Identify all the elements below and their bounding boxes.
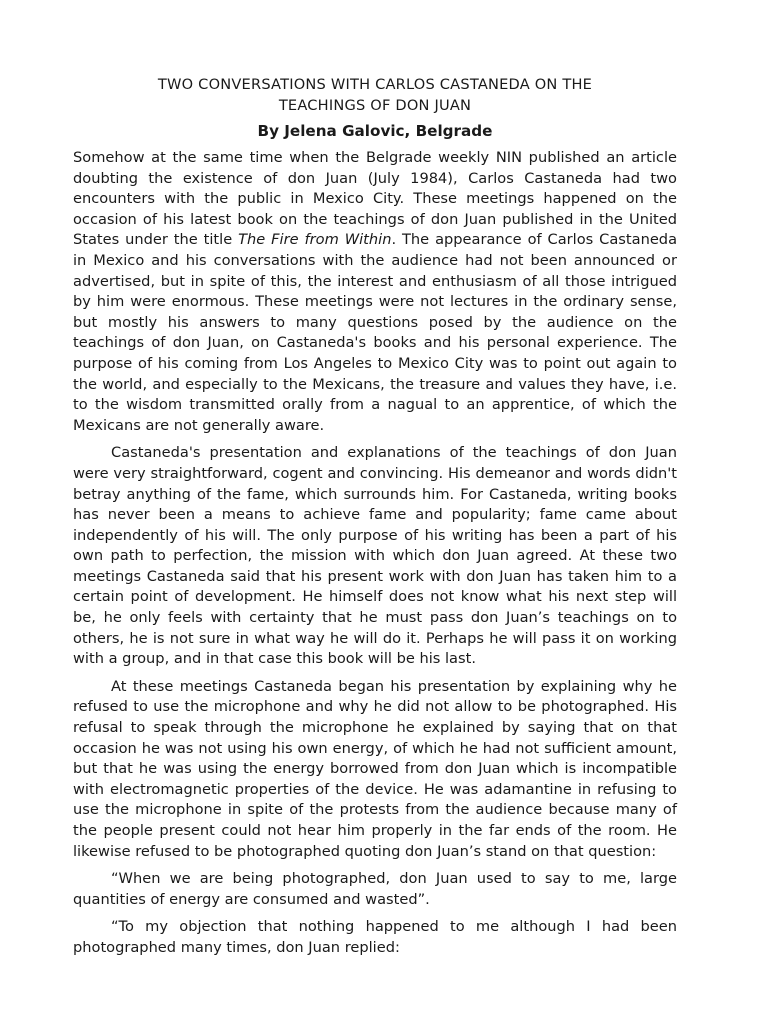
- paragraph-1-text-a: Somehow at the same time when the Belgrade weekly NIN published an article doubting the existence of don Juan (July 1984), Carlos Castaneda had two encounters with the public in Mexico City. These meetings happened on the occasion of his latest book on the teachings of don Juan published in the United States under the title: [73, 149, 677, 249]
- document-title: [73, 74, 677, 116]
- paragraph-3: At these meetings Castaneda began his presentation by explaining why he refused to use the microphone and why he did not allow to be photographed. His refusal to speak through the microphone he explained by saying that on that occasion he was not using his own energy, of which he had not sufficient amount, but that he was using the energy borrowed from don Juan which is incompatible with electromagnetic properties of the device. He was adamantine in refusing to use the microphone in spite of the protests from the audience because many of the people present could not hear him properly in the far ends of the room. He likewise refused to be photographed quoting don Juan’s stand on that question:: [73, 677, 677, 860]
- title-line-2: TEACHINGS OF DON JUAN: [278, 97, 472, 114]
- paragraph-1-text-b: . The appearance of Carlos Castaneda in Mexico and his conversations with the audience had not been announced or advertised, but in spite of this, the interest and enthusiasm of all those intrigued by him were enormous. These meetings were not lectures in the ordinary sense, but mostly his answers to many questions posed by the audience on the teachings of don Juan, on Castaneda's books and his personal experience. The purpose of his coming from Los Angeles to Mexico City was to point out again to the world, and especially to the Mexicans, the treasure and values they have, i.e. to the wisdom transmitted orally from a nagual to an apprentice, of which the Mexicans are not generally aware.: [73, 231, 678, 434]
- paragraph-4: “When we are being photographed, don Juan used to say to me, large quantities of energy are consumed and wasted”.: [73, 870, 677, 908]
- author-byline: By Jelena Galovic, Belgrade: [257, 122, 493, 140]
- paragraph-5: “To my objection that nothing happened to me although I had been photographed many times, don Juan replied:: [73, 918, 677, 956]
- paragraph-2: Castaneda's presentation and explanations of the teachings of don Juan were very straightforward, cogent and convincing. His demeanor and words didn't betray anything of the fame, which surrounds him. For Castaneda, writing books has never been a means to achieve fame and popularity; fame came about independently of his will. The only purpose of his writing has been a part of his own path to perfection, the mission with which don Juan agreed. At these two meetings Castaneda said that his present work with don Juan has taken him to a certain point of development. He himself does not know what his next step will be, he only feels with certainty that he must pass don Juan’s teachings on to others, he is not sure in what way he will do it. Perhaps he will pass it on working with a group, and in that case this book will be his last.: [73, 444, 677, 668]
- title-line-1: TWO CONVERSATIONS WITH CARLOS CASTANEDA ON THE: [157, 76, 593, 93]
- paragraph-1: [73, 148, 677, 436]
- document-page: [73, 74, 677, 966]
- book-title: The Fire from Within: [238, 231, 392, 249]
